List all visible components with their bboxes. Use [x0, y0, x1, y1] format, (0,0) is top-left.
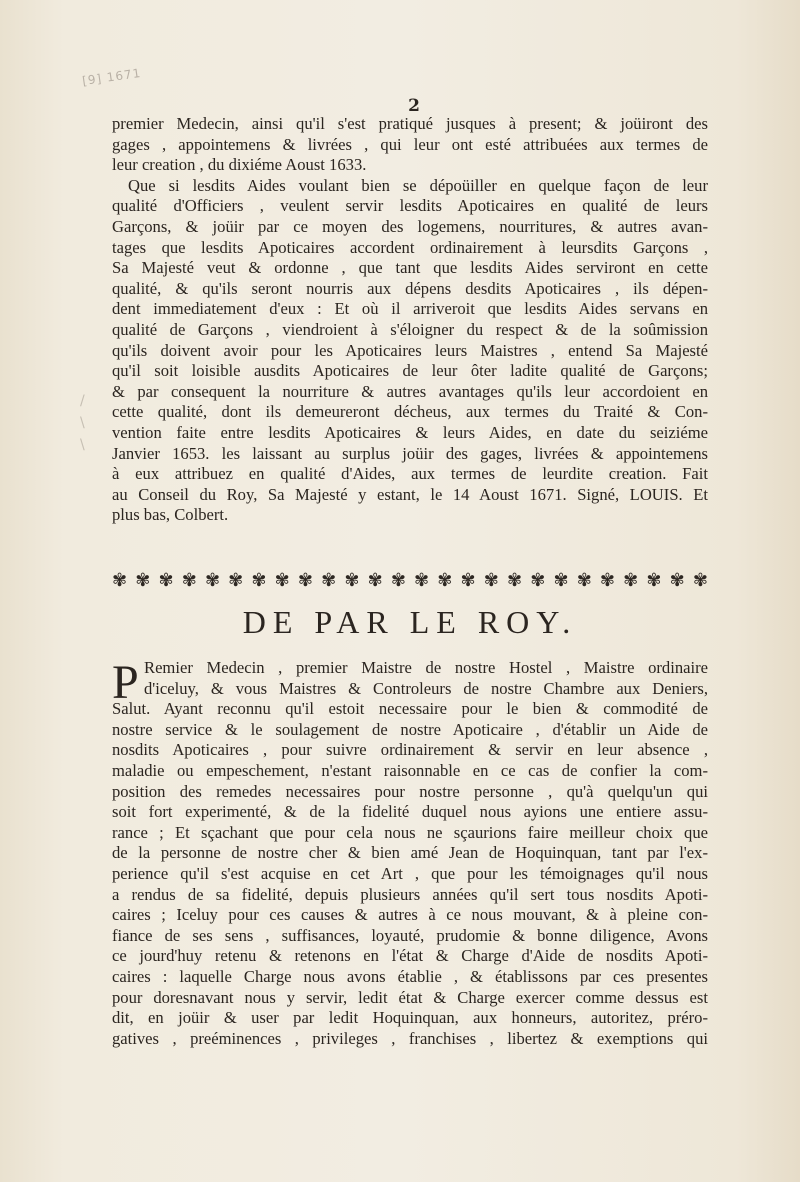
- text-line: qu'ils doivent avoir pour les Apoticaires leurs Maistres , entend Sa Majesté: [112, 340, 708, 360]
- text-line: caires ; Iceluy pour ces causes & autres à ce nous mouvant, & à pleine con-: [112, 905, 708, 925]
- fleuron-ornament: ✾: [321, 569, 337, 591]
- fleuron-ornament: ✾: [390, 569, 406, 591]
- text-line: rance ; Et sçachant que pour cela nous ne sçaurions faire meilleur choix que: [112, 822, 708, 842]
- text-line: premier Medecin, ainsi qu'il s'est pratiqué jusques à present; & joüiront des: [112, 114, 708, 133]
- fleuron-ornament: ✾: [135, 569, 151, 591]
- fleuron-ornament: ✾: [414, 569, 430, 591]
- text-line: d'iceluy, & vous Maistres & Controleurs de nostre Chambre aux Deniers,: [144, 678, 708, 698]
- fleuron-ornament: ✾: [367, 569, 383, 591]
- text-line: leur creation , du dixiéme Aoust 1633.: [112, 155, 367, 175]
- text-line: dit, en joüir & user par ledit Hoquinquan, aux honneurs, autoritez, préro-: [112, 1008, 708, 1028]
- text-line: a rendus de sa fidelité, depuis plusieurs années qu'il sert tous nosdits Apoti-: [112, 884, 708, 904]
- fleuron-ornament: ✾: [553, 569, 569, 591]
- fleuron-ornament: ✾: [692, 569, 708, 591]
- text-line: maladie ou empeschement, n'estant raisonnable en ce cas de confier la com-: [112, 760, 708, 780]
- ornamental-border: [112, 566, 708, 594]
- text-line: Janvier 1653. les laissant au surplus joüir des gages, livrées & appointemens: [112, 443, 708, 463]
- fleuron-ornament: ✾: [274, 569, 290, 591]
- fleuron-ornament: ✾: [506, 569, 523, 591]
- fleuron-ornament: ✾: [112, 569, 128, 591]
- fleuron-ornament: ✾: [437, 569, 453, 591]
- text-line: nostre service & le soulagement de nostre Apoticaire , d'établir un Aide de: [112, 719, 708, 739]
- fleuron-ornament: ✾: [460, 569, 476, 591]
- text-line: nosdits Apoticaires , pour suivre ordinairement & servir en leur absence ,: [112, 740, 708, 760]
- fleuron-ornament: ✾: [669, 569, 685, 591]
- fleuron-ornament: ✾: [228, 569, 244, 591]
- text-line: gages , appointemens & livrées , qui leur ont esté attribuées aux termes de: [112, 134, 708, 154]
- signature-line: plus bas, Colbert.: [112, 505, 229, 525]
- text-line: Garçons, & joüir par ce moyen des logemens, nourritures, & autres avan-: [112, 216, 708, 236]
- page-number: 2: [408, 96, 420, 116]
- margin-marks-decorative: / \ \: [80, 393, 85, 453]
- text-line: cette qualité, dont ils demeureront décheus, aux termes du Traité & Con-: [112, 402, 708, 422]
- fleuron-ornament: ✾: [297, 569, 313, 591]
- text-line: caires : laquelle Charge nous avons établie , & établissons par ces presentes: [112, 966, 708, 986]
- fleuron-ornament: ✾: [623, 569, 639, 591]
- text-line: perience qu'il s'est acquise en cet Art , que pour les témoignages qu'il nous: [112, 863, 708, 883]
- text-line: qualité de Garçons , viendroient à s'éloigner du respect & de la soûmission: [112, 319, 708, 339]
- text-line: dent immediatement d'eux : Et où il arriveroit que lesdits Aides servans en: [112, 299, 708, 319]
- text-line: qualité, & qu'ils seront nourris aux dépens desdits Apoticaires , ils dépen-: [112, 278, 708, 298]
- text-line: position des remedes necessaires pour nostre personne , qu'à quelqu'un qui: [112, 781, 708, 801]
- text-line: soit fort experimenté, & de la fidelité duquel nous ayions une entiere assu-: [112, 802, 708, 822]
- text-line: & par consequent la nourriture & autres avantages qu'ils leur accordoient en: [112, 381, 708, 401]
- arret-conclusion-text: [112, 114, 708, 526]
- fleuron-ornament: ✾: [344, 569, 360, 591]
- text-line: Que si lesdits Aides voulant bien se dépoüiller en quelque façon de leur: [128, 175, 708, 195]
- text-line: à eux attribuez en qualité d'Aides, aux termes de leurdite creation. Fait: [112, 464, 708, 484]
- fleuron-ornament: ✾: [483, 569, 499, 591]
- fleuron-ornament: ✾: [251, 569, 267, 591]
- fleuron-ornament: ✾: [576, 569, 592, 591]
- fleuron-ornament: ✾: [530, 569, 546, 591]
- margin-handwritten-mark: [9] 1671: [81, 65, 143, 89]
- text-line: qualité d'Officiers , veulent servir lesdits Apoticaires en qualité de leurs: [112, 196, 708, 216]
- fleuron-ornament: ✾: [181, 569, 197, 591]
- fleuron-ornament: ✾: [599, 569, 616, 591]
- text-line: qu'il soit loisible ausdits Apoticaires de leur ôter ladite qualité de Garçons;: [112, 361, 708, 381]
- fleuron-ornament: ✾: [158, 569, 174, 591]
- lettres-patentes-text: [112, 658, 708, 1049]
- text-line: au Conseil du Roy, Sa Majesté y estant, le 14 Aoust 1671. Signé, LOUIS. Et: [112, 484, 708, 504]
- text-line: vention faite entre lesdits Apoticaires & leurs Aides, en date du seiziéme: [112, 422, 708, 442]
- text-line: tages que lesdits Apoticaires accordent ordinairement à leursdits Garçons ,: [112, 237, 708, 257]
- text-line: Sa Majesté veut & ordonne , que tant que lesdits Aides serviront en cette: [112, 258, 708, 278]
- text-line: Remier Medecin , premier Maistre de nostre Hostel , Maistre ordinaire: [144, 658, 708, 677]
- text-line: de la personne de nostre cher & bien amé Jean de Hoquinquan, tant par l'ex-: [112, 843, 708, 863]
- section-title: DE PAR LE ROY.: [242, 604, 578, 640]
- drop-cap: P: [112, 656, 139, 709]
- text-line: fiance de ses sens , suffisances, loyauté, prudomie & bonne diligence, Avons: [112, 925, 708, 945]
- text-line: gatives , preéminences , privileges , franchises , libertez & exemptions qui: [112, 1028, 708, 1048]
- text-line: Salut. Ayant reconnu qu'il estoit necessaire pour le bien & commodité de: [112, 699, 708, 719]
- fleuron-ornament: ✾: [646, 569, 662, 591]
- text-line: pour doresnavant nous y servir, ledit état & Charge exercer comme dessus est: [112, 987, 708, 1007]
- text-line: ce jourd'huy retenu & retenons en l'état & Charge d'Aide de nosdits Apoti-: [112, 946, 708, 966]
- fleuron-ornament: ✾: [204, 569, 221, 591]
